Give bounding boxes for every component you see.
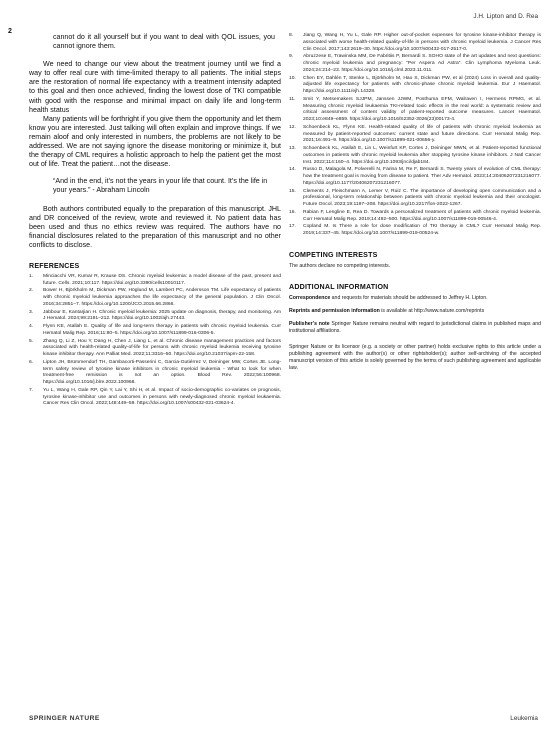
lincoln-quote: “And in the end, it’s not the years in your life that count. It’s the life in your years.” - Abraham Lincoln (53, 177, 268, 195)
reference-item: 4. Flynn KE, Atallah E. Quality of life and long-term therapy in patients with chronic myeloid leukemia. Curr Hematol Malig Rep. 2016;11:80–5. https://doi.org/10.1007/s11899-016-0306-5. (29, 324, 281, 336)
publisher-logo: SPRINGER NATURE (29, 715, 100, 722)
right-column (289, 33, 541, 372)
reference-item: 8. Jiang Q, Wang H, Yu L, Gale RP. Higher out-of-pocket expenses for tyrosine kinase-inhibitor therapy is associated with worse health-related quality-of-life in persons with chronic myeloid leukemia. J Cancer Res Clin Oncol. 2017;143:2619–30. https://doi.org/10.1007/s00432-017-2517-0. (289, 33, 541, 52)
references-heading: REFERENCES (29, 261, 80, 270)
reference-item: 2. Bower H, Björkholm M, Dickman PW, Höglund M, Lambert PC, Andersson TM. Life expectancy of patients with chronic myeloid leukemia approaches the life expectancy of the general population. J Clin Oncol. 2016;34:2851–7. https://doi.org/10.1200/JCO.2015.66.2866. (29, 288, 281, 307)
reference-item: 17. Copland M. Is There a role for dose modification of TKI therapy in CML? Curr Hematol Malig Rep. 2019;14:337–45. https://doi.org/10.1007/s11899-019-00524-w. (289, 224, 541, 236)
reference-item: 13. Schoenbeck KL, Atallah E, Lin L, Weinfurt KP, Cortes J, Deininger MWN, et al. Patient-reported functional outcomes in patients with chronic myeloid leukemia after stopping tyrosine kinase inhibitors. J Natl Cancer Inst. 2022;114:160–4. https://doi.org/10.1093/jnci/djab184. (289, 146, 541, 165)
additional-information-heading: ADDITIONAL INFORMATION (289, 282, 389, 291)
reference-item: 11. Smit Y, Metsemakers SJJPM, Janssen JJWM, Posthuma EFM, Walraven I, Hermens RPMG, et al. Measuring chronic myeloid leukaemia TKI-related toxic effects in the real world: a systematic review and critical assessment of content validity of patient-reported outcome measures. Lancet Haematol. 2023;10:e849–e859. https://doi.org/10.1016/S2352-3026(23)00173-4. (289, 96, 541, 122)
left-column (29, 33, 281, 409)
reference-item: 5. Zhang Q, Li Z, Hou Y, Dang H, Chen J, Liang L, et al. Chronic disease management practices and factors associated with health-related quality-of-life for persons with chronic myeloid leukemia receiving tyrosine kinase inhibitor therapy. Ann Palliat Med. 2022;11:3316–50. https://doi.org/10.21037/apm-22-158. (29, 338, 281, 358)
journal-name: Leukemia (510, 715, 538, 722)
reference-item: 9. Abruzzese E, Trawinska MM, De Fabritiis P, Bernardi S. SOHO state of the art updates and next questions: chronic myeloid leukemia and pregnancy: “Per Aspera Ad Astra”. Clin Lymphoma Myeloma Leuk. 2024;24:214–23. https://doi.org/10.1016/j.clml.2023.11.011. (289, 54, 541, 73)
intro-paragraph-block (29, 33, 281, 51)
reference-item: 10. Chen EY, Dahlén T, Stenke L, Björkholm M, Hao S, Dickman PW, et al (2024) Loss in overall and quality-adjusted life expectancy for patients with chronic-phase chronic myeloid leukemia. Eur J Haematol. https://doi.org/10.1111/ejh.14328. (289, 75, 541, 94)
correspondence-text: Correspondence and requests for materials should be addressed to Jeffrey H. Lipton. (289, 294, 488, 301)
competing-interests-text: The authors declare no competing interests. (289, 262, 391, 269)
reference-item: 3. Jabbour E, Kantarjian H. Chronic myeloid leukemia: 2025 update on diagnosis, therapy, and monitoring. Am J Hematol. 2024;99:2191–212. https://doi.org/10.1002/ajh.27443. (29, 309, 281, 322)
running-head: J.H. Lipton and D. Rea (473, 13, 538, 20)
reference-list-right (289, 33, 541, 238)
reference-item: 1. Minciacchi VR, Kumar R, Krause DS. Chronic myeloid leukemia: a model disease of the past, present and future. Cells. 2021;10:117. https://doi.org/10.3390/cells10010117. (29, 273, 281, 286)
reference-list-left (29, 274, 281, 408)
body-paragraph-3: Both authors contributed equally to the preparation of this manuscript. JHL and DR conceived of the review, wrote and reviewed it. No patient data has been used and thus no ethics review was required. The authors have no financial disclosures related to the preparation of this manuscript and no other conflicts to disclose. (29, 204, 281, 249)
page-number: 2 (8, 28, 12, 35)
body-paragraph-1: We need to change our view about the treatment journey until we find a way to offer real cure with time-limited therapy to all patients. The initial steps are the restoration of normal life expectancy with a treatment intensity adapted to this goal and then once achieved, finding the lowest dose of TKI compatible with good with the response and minimal impact on daily life and long-term health status (29, 60, 281, 114)
body-paragraph-2: Many patients will be forthright if you give them the opportunity and let them know you are interested. Just talking will often explain and improve things. If we remain aloof and only interested in numbers, the problems are not likely to be addressed. We are not saying ignore the disease monitoring or minimize it, but the therapy of CML requires a holistic approach to help the patient get the most out of life. Treat the patient…not the disease. (29, 114, 281, 169)
intro-paragraph: cannot do it all yourself but if you want to deal with QOL issues, you cannot ignore them. (53, 33, 275, 51)
competing-interests-heading: COMPETING INTERESTS (289, 250, 378, 259)
reference-item: 12. Schoenbeck KL, Flynn KE. Health-related quality of life of patients with chronic myeloid leukemia as measured by patient-reported outcomes: current state and future directions. Curr Hematol Malig Rep. 2021;16:491–9. https://doi.org/10.1007/s11899-021-00656-y. (289, 124, 541, 144)
reference-item: 6. Lipton JH, Brümmendorf TH, Gambacorti-Passerini C, Garcia-Gutiérrez V, Deininger MW, Cortes JE. Long-term safety review of tyrosine kinase inhibitors in chronic myeloid leukemia - What to look for when treatment-free remission is not an option. Blood Rev. 2022;56:100968. https://doi.org/10.1016/j.blre.2022.100968. (29, 359, 281, 386)
reprints-text: Reprints and permission information is available at http://www.nature.com/reprints (289, 307, 485, 314)
rights-text: Springer Nature or its licensor (e.g. a society or other partner) holds exclusive rights to this article under a publishing agreement with the author(s) or other rightsholder(s); author self-archiving of the accepted manuscript version of this article is solely governed by the terms of such publishing agreement and applicable law. (289, 343, 541, 371)
reference-item: 7. Yu L, Wang H, Gale RP, Qin Y, Lai Y, Shi H, et al. Impact of socio-demographic co-variates on prognosis, tyrosine kinase-inhibitor use and outcomes in persons with newly-diagnosed chronic myeloid leukaemia. Cancer Res Clin Oncol. 2022;148:449–59. https://doi.org/10.1007/s00432-021-03624-4. (29, 387, 281, 407)
reference-item: 14. Russo D, Malagola M, Polverelli N, Farina M, Re F, Bernardi S. Twenty years of evolution of CML therapy: how the treatment goal is moving from disease to patient. Ther Adv Hematol. 2023;14:20406207231216077. https://doi.org/10.1177/20406207231216077. (289, 167, 541, 186)
reference-item: 15. Clements J, Fleischmann A, Lemer V, Ruiz C. The importance of developing open communication and a professional, long-term relationship between patients with chronic myeloid leukemia and their oncologist. Future Oncol. 2023;19:1197–208. https://doi.org/10.2217/fon-2022-1267. (289, 188, 541, 207)
reference-item: 16. Rabian F, Lengline E, Rea D. Towards a personalized treatment of patients with chronic myeloid leukemia. Curr Hematol Malig Rep. 2019;14:492–500. https://doi.org/10.1007/s11899-019-00546-4. (289, 209, 541, 222)
publishers-note-text: Publisher’s note Springer Nature remains neutral with regard to jurisdictional claims in published maps and institutional affiliations. (289, 320, 542, 334)
